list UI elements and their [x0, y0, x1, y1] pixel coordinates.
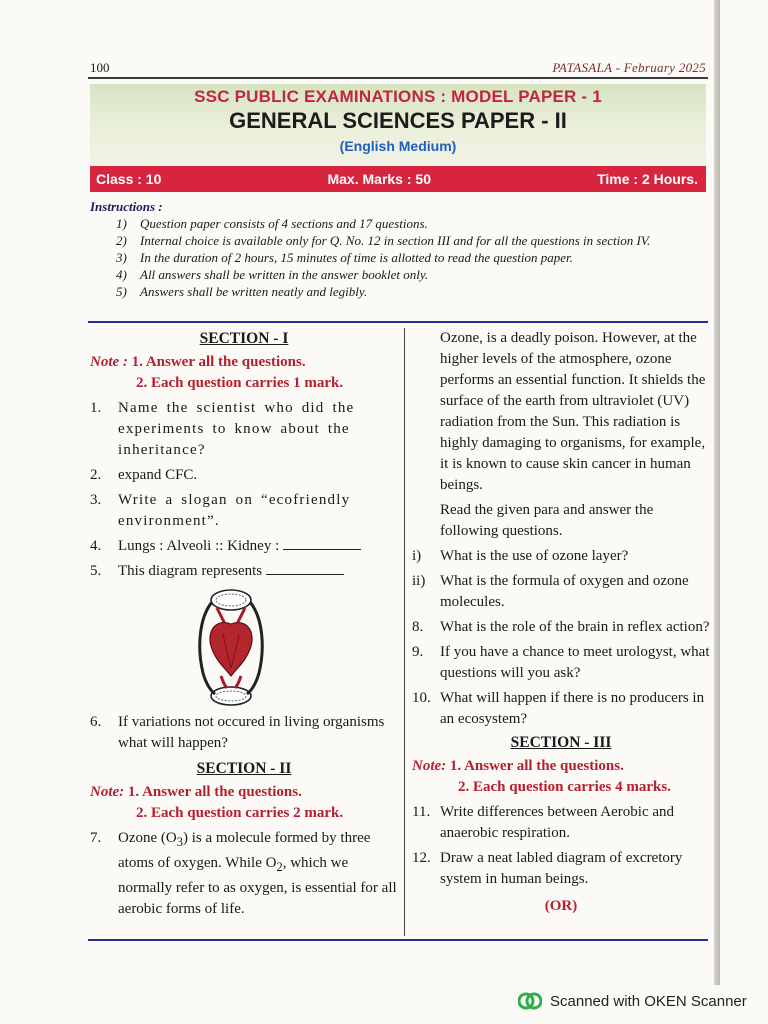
question-6: 6. If variations not occured in living organisms what will happen?	[90, 714, 385, 751]
time-label: Time : 2 Hours.	[597, 171, 698, 187]
question-5: 5. This diagram represents	[90, 561, 398, 582]
question-8: 8. What is the role of the brain in reflex action?	[412, 619, 710, 635]
section-2-note: Note: 1. Answer all the questions. 2. Each question carries 2 mark.	[90, 784, 344, 821]
instruction-item: 5) Answers shall be written neatly and legibly.	[116, 284, 368, 299]
instruction-item: 4) All answers shall be written in the answer booklet only.	[116, 267, 429, 282]
answer-blank	[266, 561, 344, 575]
instructions-list	[90, 215, 708, 300]
left-column	[90, 328, 398, 920]
section-2-heading: SECTION - II	[196, 760, 292, 777]
page-header	[90, 58, 706, 76]
question-11: 11. Write differences between Aerobic and anaerobic respiration.	[412, 804, 675, 841]
or-label: (OR)	[544, 898, 578, 914]
question-7-sub-i: i) What is the use of ozone layer?	[412, 548, 629, 564]
instruction-item: 1) Question paper consists of 4 sections and 17 questions.	[116, 216, 428, 231]
max-marks-label: Max. Marks : 50	[327, 171, 431, 187]
scanner-watermark	[518, 990, 747, 1012]
question-3: 3. Write a slogan on “ecofriendly environment”.	[90, 492, 351, 529]
exam-banner	[90, 84, 706, 166]
question-7-instruction: Read the given para and answer the following questions.	[440, 502, 654, 539]
scanner-text: Scanned with OKEN Scanner	[550, 992, 747, 1010]
footer-rule	[88, 939, 708, 941]
exam-title: SSC PUBLIC EXAMINATIONS : MODEL PAPER - 1	[194, 87, 602, 106]
paper-title: GENERAL SCIENCES PAPER - II	[229, 108, 567, 133]
medium-label: (English Medium)	[339, 138, 457, 154]
page-edge-shadow	[714, 0, 720, 985]
instructions-rule	[88, 321, 708, 323]
section-3-note: Note: 1. Answer all the questions. 2. Each question carries 4 marks.	[412, 758, 671, 795]
section-1-note: Note : 1. Answer all the questions. 2. Each question carries 1 mark.	[90, 354, 344, 391]
question-4: 4. Lungs : Alveoli :: Kidney :	[90, 536, 398, 557]
question-7-sub-ii: ii) What is the formula of oxygen and ozone molecules.	[412, 573, 689, 610]
question-1: 1. Name the scientist who did the experiments to know about the inheritance?	[90, 400, 355, 458]
question-7: 7. Ozone $(O_3)$ is a molecule formed by three atoms of oxygen. While $O_2$, which we normally refer to as oxygen, is essential for all aerobic forms of life.	[90, 830, 397, 917]
instruction-item: 2) Internal choice is available only for Q. No. 12 in section III and for all the questions in section IV.	[116, 233, 651, 248]
page-number: 100	[90, 60, 110, 75]
section-3-heading: SECTION - III	[510, 734, 612, 751]
question-12: 12. Draw a neat labled diagram of excretory system in human beings.	[412, 850, 683, 887]
class-label: Class : 10	[96, 171, 162, 187]
instructions	[90, 198, 708, 300]
question-2: 2. expand CFC.	[90, 467, 198, 483]
question-9: 9. If you have a chance to meet urologyst, what questions will you ask?	[412, 644, 710, 681]
oken-scanner-logo-icon	[518, 990, 542, 1012]
answer-blank	[283, 536, 361, 550]
heart-double-circulation-icon	[195, 588, 267, 706]
instructions-heading: Instructions :	[90, 199, 163, 214]
column-divider	[404, 328, 405, 936]
instruction-item: 3) In the duration of 2 hours, 15 minutes of time is allotted to read the question paper.	[116, 250, 573, 265]
question-10: 10. What will happen if there is no producers in an ecosystem?	[412, 690, 705, 727]
header-rule	[88, 77, 708, 79]
right-column	[412, 328, 710, 917]
marks-bar	[90, 166, 706, 192]
journal-name: PATASALA - February 2025	[552, 60, 706, 75]
section-1-heading: SECTION - I	[199, 330, 289, 347]
question-7-passage: Ozone, is a deadly poison. However, at the higher levels of the atmosphere, ozone performs an essential function. It shields the surface of the earth from ultraviolet (UV) radiation from the Sun. This radiation is highly damaging to organisms, for example, it is known to cause skin cancer in human beings. Read the given para and answer the following questions.	[440, 328, 710, 542]
